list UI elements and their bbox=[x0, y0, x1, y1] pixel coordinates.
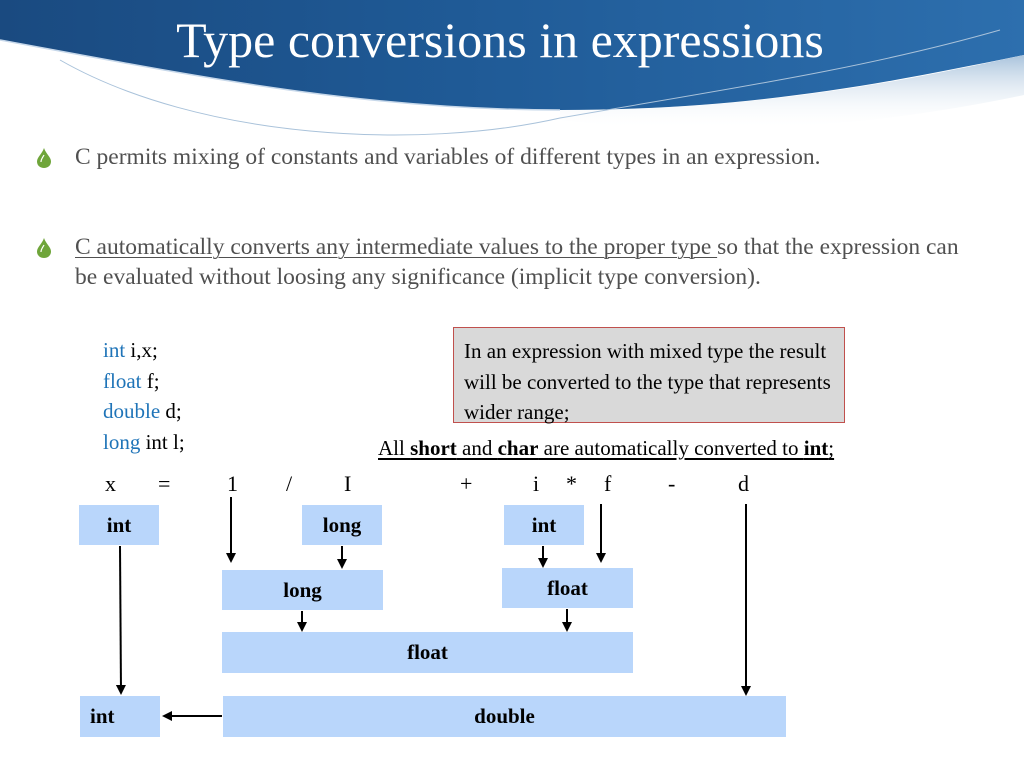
type-keyword: long bbox=[103, 429, 141, 454]
type-box-int-x: int bbox=[79, 505, 159, 545]
declaration-line bbox=[103, 335, 185, 366]
type-box-long-l: long bbox=[302, 505, 382, 545]
expr-token: f bbox=[604, 471, 612, 496]
declaration-rest: i,x; bbox=[125, 338, 158, 362]
declaration-rest: f; bbox=[141, 368, 160, 393]
declaration-rest: int l; bbox=[140, 429, 185, 454]
expr-token: I bbox=[344, 471, 352, 496]
rule-text: All bbox=[378, 436, 411, 460]
slide-title: Type conversions in expressions bbox=[176, 12, 824, 68]
rule-text: ; bbox=[828, 436, 835, 460]
expr-token: = bbox=[158, 471, 171, 496]
type-box-float-result: float bbox=[502, 568, 633, 608]
rule-bold: int bbox=[803, 436, 829, 460]
bullet-1 bbox=[75, 142, 975, 172]
bullet-1-text: C permits mixing of constants and variables of different types in an expression. bbox=[75, 144, 821, 170]
expr-token: x bbox=[105, 471, 116, 496]
type-box-int-i: int bbox=[504, 505, 584, 545]
arrow-x-to-int bbox=[120, 546, 121, 693]
declaration-rest: d; bbox=[160, 399, 182, 423]
expr-token: d bbox=[738, 471, 749, 496]
declarations bbox=[103, 335, 185, 457]
type-keyword: double bbox=[103, 399, 161, 423]
declaration-line bbox=[103, 427, 185, 458]
promotion-rule bbox=[378, 434, 834, 462]
rule-text: are automatically converted to bbox=[538, 436, 804, 460]
type-keyword: float bbox=[103, 368, 142, 393]
mixed-type-callout: In an expression with mixed type the result will be converted to the type that represents wider range; bbox=[453, 327, 845, 423]
rule-text: and bbox=[456, 436, 498, 460]
expr-token: - bbox=[668, 471, 676, 496]
expr-token: 1 bbox=[227, 471, 238, 496]
expr-token: * bbox=[566, 471, 577, 496]
leaf-drop-bullet-icon bbox=[37, 238, 51, 258]
expr-token: / bbox=[286, 471, 293, 496]
type-box-double: double bbox=[223, 696, 786, 737]
rule-bold: short bbox=[410, 436, 457, 460]
bullet-2-underlined: C automatically converts any intermediate values to the proper type bbox=[75, 234, 718, 260]
bullet-2 bbox=[75, 232, 985, 292]
type-box-int-final: int bbox=[80, 696, 160, 737]
declaration-line bbox=[103, 396, 185, 427]
rule-bold: char bbox=[497, 436, 539, 460]
expr-token: i bbox=[533, 471, 540, 496]
type-box-long-result: long bbox=[222, 570, 383, 610]
bullet-2-text: so that the expression can be evaluated without loosing any significance (implicit type conversion). bbox=[75, 234, 959, 290]
type-box-float-sum: float bbox=[222, 632, 633, 673]
leaf-drop-bullet-icon bbox=[37, 148, 51, 168]
type-keyword: int bbox=[103, 338, 126, 362]
declaration-line bbox=[103, 366, 185, 397]
expr-token: + bbox=[460, 471, 473, 496]
